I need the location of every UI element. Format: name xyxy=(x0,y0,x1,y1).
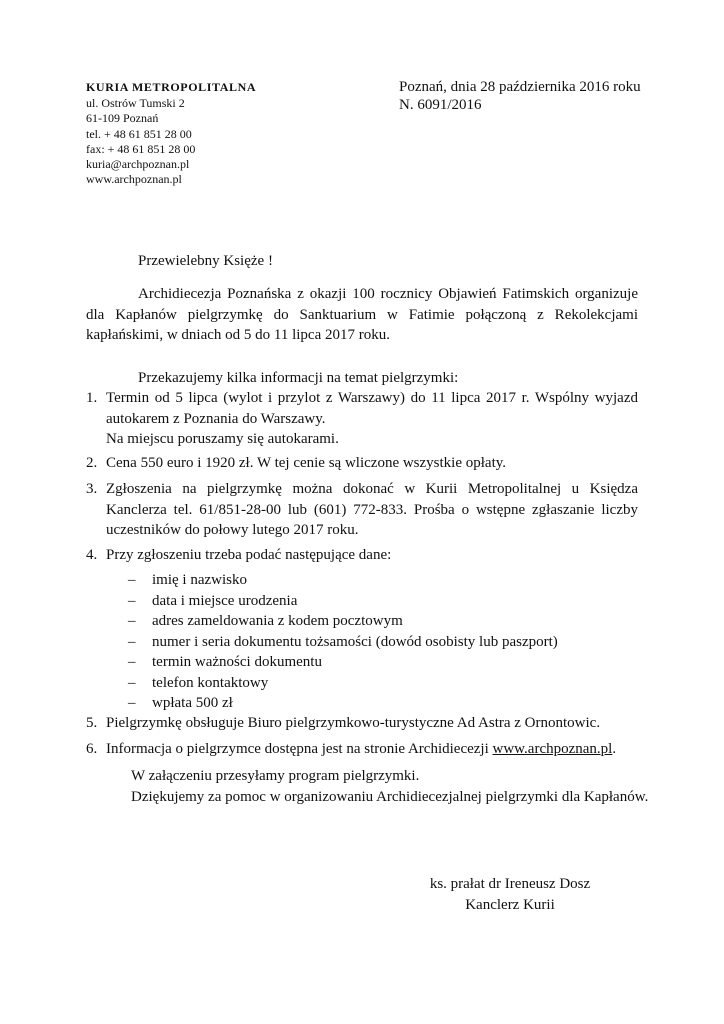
closing-line-thanks: Dziękujemy za pomoc w organizowaniu Archidiecezjalnej pielgrzymki dla Kapłanów. xyxy=(131,788,649,805)
dash-bullet: – xyxy=(128,674,136,691)
greeting: Przewielebny Księże ! xyxy=(138,253,273,269)
required-data-item xyxy=(128,632,558,653)
required-data-text: telefon kontaktowy xyxy=(152,674,269,691)
required-data-text: data i miejsce urodzenia xyxy=(152,592,298,609)
sender-street: ul. Ostrów Tumski 2 xyxy=(86,96,185,111)
required-data-text: wpłata 500 zł xyxy=(152,695,233,711)
dash-bullet: – xyxy=(128,633,136,650)
required-data-text: termin ważności dokumentu xyxy=(152,654,322,670)
list-text-start: Informacja o pielgrzymce dostępna jest na stronie Archidiecezji xyxy=(106,741,493,757)
dash-bullet: – xyxy=(128,592,136,609)
closing-line-attachment: W załączeniu przesyłamy program pielgrzymki. xyxy=(131,768,420,784)
required-data-item xyxy=(128,591,297,612)
list-item xyxy=(86,479,638,541)
list-text: Termin od 5 lipca (wylot i przylot z Warszawy) do 11 lipca 2017 r. Wspólny wyjazd autokarem z Poznania do Warszawy. xyxy=(106,390,638,427)
list-number: 3. xyxy=(86,481,98,497)
sender-email: kuria@archpoznan.pl xyxy=(86,157,190,172)
list-lead: Przekazujemy kilka informacji na temat pielgrzymki: xyxy=(138,370,459,386)
list-number: 1. xyxy=(86,390,98,406)
list-item xyxy=(86,388,638,450)
reference-number: N. 6091/2016 xyxy=(399,97,482,113)
list-number: 2. xyxy=(86,455,98,471)
list-number: 4. xyxy=(86,547,98,563)
list-item xyxy=(86,713,638,734)
list-text-end: . xyxy=(612,741,617,757)
signature-block xyxy=(400,874,620,915)
closing-block xyxy=(131,766,648,807)
sender-website: www.archpoznan.pl xyxy=(86,172,182,187)
signatory-name: ks. prałat dr Ireneusz Dosz xyxy=(429,876,591,892)
archdiocese-website-link[interactable]: www.archpoznan.pl xyxy=(492,741,613,757)
dash-bullet: – xyxy=(128,695,136,711)
required-data-text: adres zameldowania z kodem pocztowym xyxy=(152,613,403,629)
list-text: Cena 550 euro i 1920 zł. W tej cenie są wliczone wszystkie opłaty. xyxy=(106,455,507,471)
sender-phone: tel. + 48 61 851 28 00 xyxy=(86,126,192,141)
required-data-item xyxy=(128,673,268,694)
required-data-item xyxy=(128,652,322,673)
sender-fax: fax: + 48 61 851 28 00 xyxy=(86,141,196,156)
dash-bullet: – xyxy=(128,572,136,588)
sender-city: 61-109 Poznań xyxy=(86,111,159,126)
required-data-text: imię i nazwisko xyxy=(152,572,247,588)
list-number: 5. xyxy=(86,715,98,731)
list-text: Przy zgłoszeniu trzeba podać następujące dane: xyxy=(106,547,392,563)
required-data-item xyxy=(128,570,247,591)
list-item xyxy=(86,545,638,566)
dateline-block xyxy=(399,78,641,114)
intro-paragraph: Archidiecezja Poznańska z okazji 100 rocznicy Objawień Fatimskich organizuje dla Kapłanów pielgrzymkę do Sanktuarium w Fatimie połączoną z Rekolekcjami kapłańskimi, w dniach od 5 do 11 lipca 2017 roku. xyxy=(86,286,638,343)
required-data-item xyxy=(128,693,233,714)
dash-bullet: – xyxy=(128,654,136,670)
signatory-title: Kanclerz Kurii xyxy=(465,896,555,913)
list-text xyxy=(106,739,638,760)
sender-block xyxy=(86,80,256,187)
dash-bullet: – xyxy=(128,613,136,629)
list-text: Pielgrzymkę obsługuje Biuro pielgrzymkowo-turystyczne Ad Astra z Ornontowic. xyxy=(106,715,601,731)
sender-organization: KURIA METROPOLITALNA xyxy=(86,80,257,94)
list-item xyxy=(86,739,638,760)
required-data-item xyxy=(128,611,403,632)
required-data-text: numer i seria dokumentu tożsamości (dowód osobisty lub paszport) xyxy=(152,633,558,650)
list-number: 6. xyxy=(86,741,98,757)
place-date: Poznań, dnia 28 października 2016 roku xyxy=(399,79,641,95)
list-text: Zgłoszenia na pielgrzymkę można dokonać w Kurii Metropolitalnej u Księdza Kanclerza tel. 61/851-28-00 lub (601) 772-833. Prośba o wstępne zgłaszanie liczby uczestników do połowy lutego 2017 roku. xyxy=(106,481,638,538)
list-item xyxy=(86,453,638,474)
list-text-extra: Na miejscu poruszamy się autokarami. xyxy=(106,431,339,447)
